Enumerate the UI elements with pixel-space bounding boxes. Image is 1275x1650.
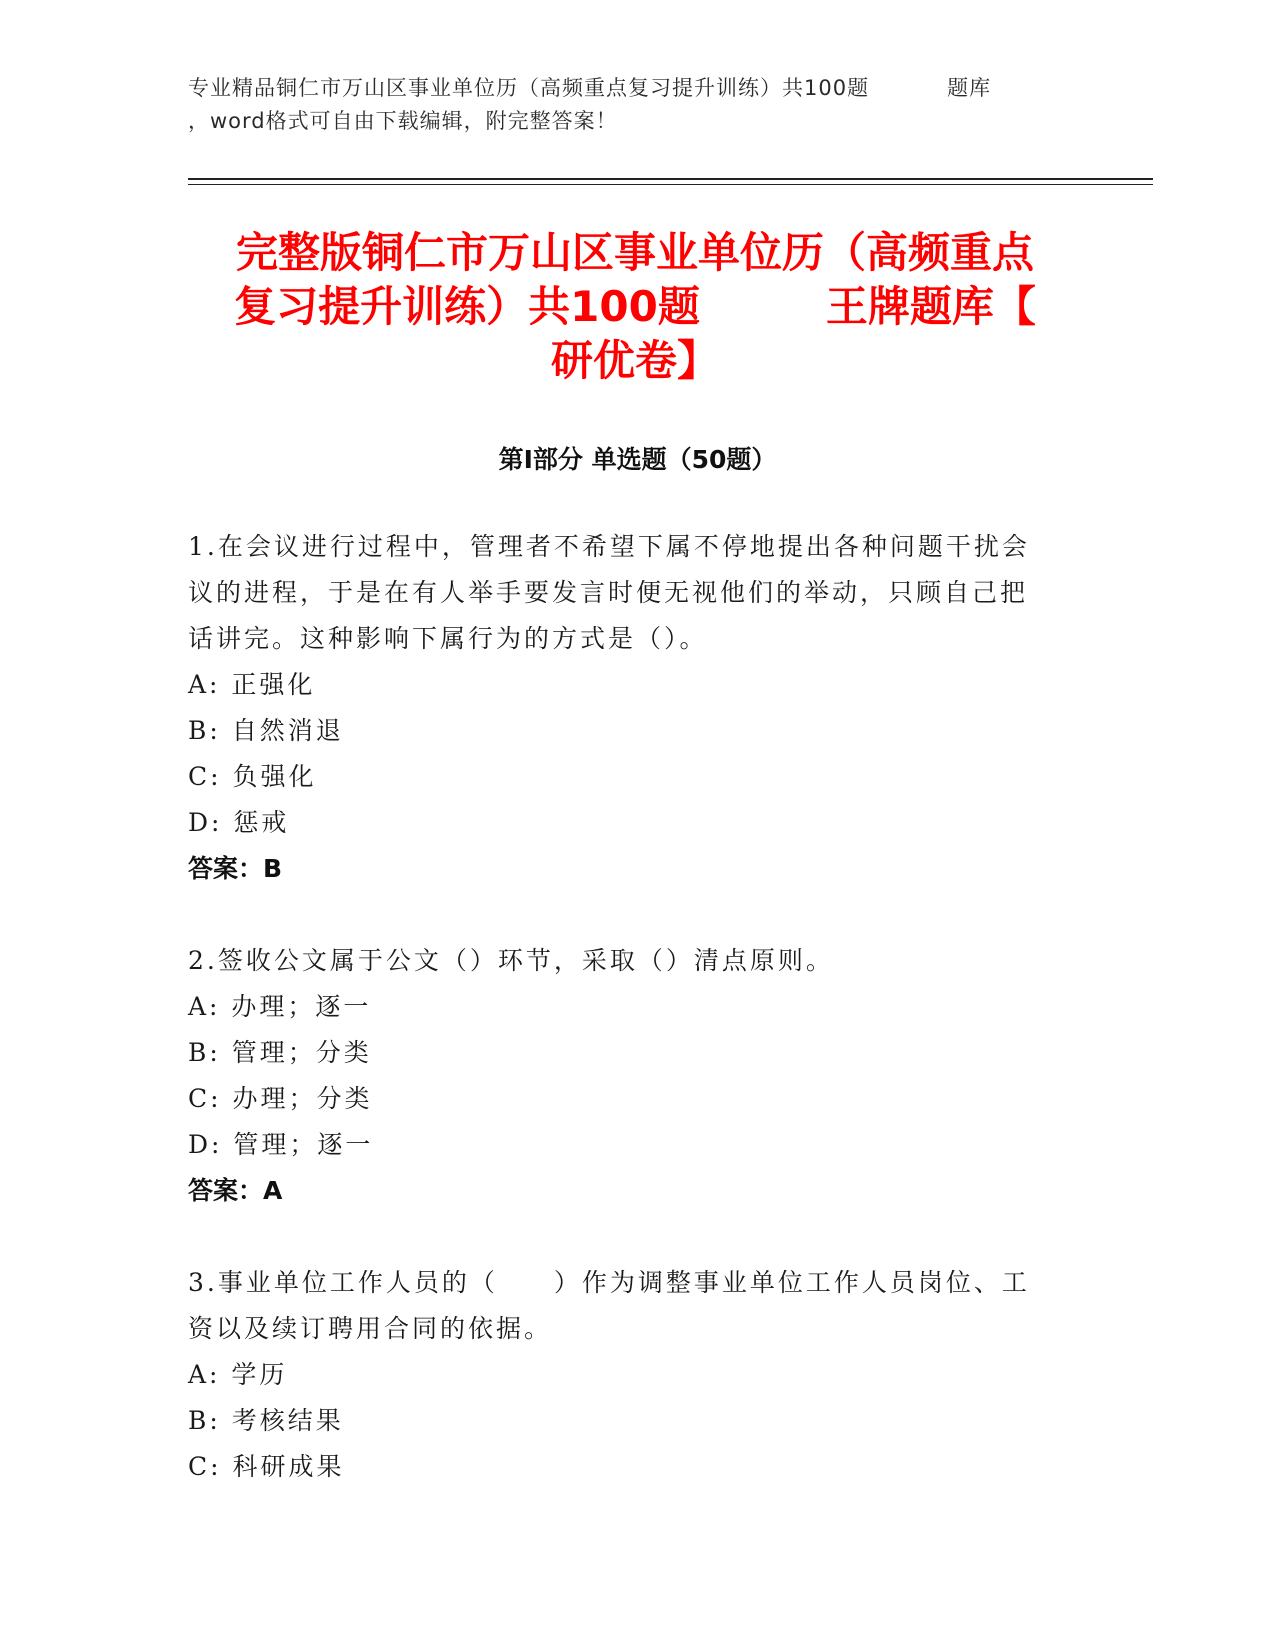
question-stem [188,1260,1068,1352]
option-c: C: 负强化 [188,762,317,791]
answer: 答案：B [188,854,283,883]
title-line-2: 复习提升训练）共100题 王牌题库【 [234,282,1036,331]
option-b: B: 管理；分类 [188,1038,372,1067]
option-d: D: 管理；逐一 [188,1130,374,1159]
question-3 [188,1260,1068,1490]
question-2 [188,938,1068,1214]
question-stem [188,938,1068,984]
option-c: C: 科研成果 [188,1452,345,1481]
header-rule-thin [188,184,1153,185]
question-stem-line: 议的进程，于是在有人举手要发言时便无视他们的举动，只顾自己把 [188,578,1029,607]
option-a: A: 正强化 [188,670,316,699]
page-header [188,72,1088,138]
question-stem-line: 2.签收公文属于公文（）环节，采取（）清点原则。 [188,946,834,975]
question-list [188,524,1068,1490]
answer: 答案：A [188,1176,283,1205]
header-line-2: ，word格式可自由下载编辑，附完整答案！ [188,109,618,133]
question-stem-line: 1.在会议进行过程中，管理者不希望下属不停地提出各种问题干扰会 [188,532,1030,561]
option-b: B: 考核结果 [188,1406,344,1435]
section-heading: 第I部分 单选题（50题） [498,445,777,474]
question-stem [188,524,1068,662]
question-stem-line: 3.事业单位工作人员的（ ）作为调整事业单位工作人员岗位、工 [188,1268,1030,1297]
option-a: A: 学历 [188,1360,288,1389]
header-tail: 题库 [947,76,992,100]
header-line-1 [188,72,1088,105]
option-c: C: 办理；分类 [188,1084,373,1113]
question-1 [188,524,1068,892]
header-text: 专业精品铜仁市万山区事业单位历（高频重点复习提升训练）共100题 [188,76,870,100]
title-line-3: 研优卷】 [550,336,719,385]
header-rule-thick [188,178,1153,180]
title-line-1: 完整版铜仁市万山区事业单位历（高频重点 [235,228,1034,277]
option-a: A: 办理；逐一 [188,992,372,1021]
question-stem-line: 话讲完。这种影响下属行为的方式是（）。 [188,624,708,653]
question-stem-line: 资以及续订聘用合同的依据。 [188,1314,553,1343]
option-d: D: 惩戒 [188,808,290,837]
option-b: B: 自然消退 [188,716,344,745]
document-title [150,226,1120,388]
